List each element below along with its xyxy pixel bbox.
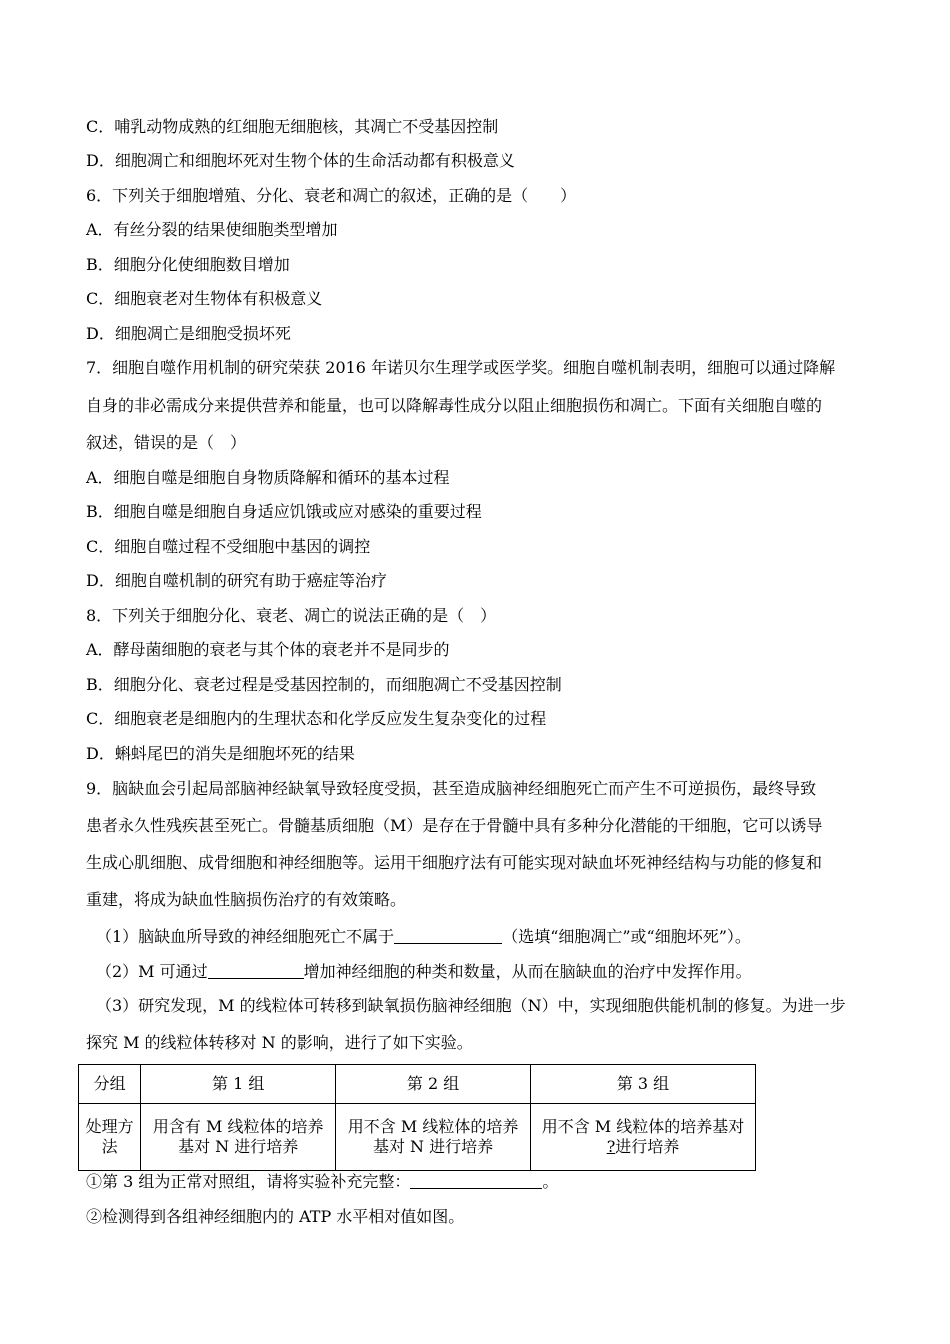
q9-sub3-line1: （3）研究发现，M 的线粒体可转移到缺氧损伤脑神经细胞（N）中，实现细胞供能机制的修复。为进一步 bbox=[96, 996, 846, 1015]
table-header-cell: 第 1 组 bbox=[141, 1065, 336, 1104]
q9-sub2 bbox=[96, 962, 752, 982]
q9-sub2-text-end: 增加神经细胞的种类和数量，从而在脑缺血的治疗中发挥作用。 bbox=[303, 962, 752, 981]
q7-option-c: C．细胞自噬过程不受细胞中基因的调控 bbox=[86, 537, 371, 556]
q8-option-d: D．蝌蚪尾巴的消失是细胞坏死的结果 bbox=[86, 744, 355, 763]
q9-stem-line3: 生成心肌细胞、成骨细胞和神经细胞等。运用干细胞疗法有可能实现对缺血坏死神经结构与功能的修复和 bbox=[86, 853, 823, 872]
q7-stem-line3: 叙述，错误的是（ ） bbox=[86, 433, 247, 452]
q7-stem-line2: 自身的非必需成分来提供营养和能量，也可以降解毒性成分以阻止细胞损伤和凋亡。下面有关细胞自噬的 bbox=[86, 396, 823, 415]
table-header-row bbox=[79, 1065, 756, 1104]
q9-sub3-item2: ②检测得到各组神经细胞内的 ATP 水平相对值如图。 bbox=[86, 1207, 465, 1226]
q7-option-b: B．细胞自噬是细胞自身适应饥饿或应对感染的重要过程 bbox=[86, 502, 482, 521]
table-header-cell: 第 2 组 bbox=[336, 1065, 531, 1104]
q6-option-b: B．细胞分化使细胞数目增加 bbox=[86, 255, 290, 274]
q9-sub1-hint: （选填“细胞凋亡”或“细胞坏死”）。 bbox=[502, 927, 751, 946]
q9-stem-line4: 重建，将成为缺血性脑损伤治疗的有效策略。 bbox=[86, 890, 407, 909]
q5-option-d: D．细胞凋亡和细胞坏死对生物个体的生命活动都有积极意义 bbox=[86, 151, 515, 170]
experiment-table bbox=[78, 1064, 756, 1171]
q9-sub2-answer-blank[interactable] bbox=[208, 962, 304, 979]
table-cell: 用不含 M 线粒体的培养基对 N 进行培养 bbox=[336, 1104, 531, 1171]
table-cell: 用含有 M 线粒体的培养基对 N 进行培养 bbox=[141, 1104, 336, 1171]
q9-sub3-item1 bbox=[86, 1172, 558, 1192]
q5-option-c: C．哺乳动物成熟的红细胞无细胞核，其凋亡不受基因控制 bbox=[86, 117, 499, 136]
q6-option-a: A．有丝分裂的结果使细胞类型增加 bbox=[86, 220, 338, 239]
table-cell: 处理方法 bbox=[79, 1104, 141, 1171]
q8-option-c: C．细胞衰老是细胞内的生理状态和化学反应发生复杂变化的过程 bbox=[86, 709, 547, 728]
table-row bbox=[79, 1104, 756, 1171]
q9-sub1 bbox=[96, 927, 751, 947]
q7-option-d: D．细胞自噬机制的研究有助于癌症等治疗 bbox=[86, 571, 387, 590]
item1-text: ①第 3 组为正常对照组，请将实验补充完整： bbox=[86, 1172, 411, 1191]
q9-sub2-text: （2）M 可通过 bbox=[96, 962, 208, 981]
q6-option-c: C．细胞衰老对生物体有积极意义 bbox=[86, 289, 323, 308]
item1-period: 。 bbox=[542, 1172, 559, 1191]
table-cell bbox=[530, 1104, 755, 1171]
q9-stem-line1: 9．脑缺血会引起局部脑神经缺氧导致轻度受损，甚至造成脑神经细胞死亡而产生不可逆损伤，最终导致 bbox=[86, 779, 817, 798]
q7-option-a: A．细胞自噬是细胞自身物质降解和循环的基本过程 bbox=[86, 468, 450, 487]
q9-stem-line2: 患者永久性残疾甚至死亡。骨髓基质细胞（M）是存在于骨髓中具有多种分化潜能的干细胞，它可以诱导 bbox=[86, 816, 823, 835]
q8-stem: 8．下列关于细胞分化、衰老、凋亡的说法正确的是（ ） bbox=[86, 606, 497, 625]
q8-option-a: A．酵母菌细胞的衰老与其个体的衰老并不是同步的 bbox=[86, 640, 450, 659]
item1-answer-blank[interactable] bbox=[410, 1172, 542, 1189]
q9-sub3-line2: 探究 M 的线粒体转移对 N 的影响，进行了如下实验。 bbox=[86, 1033, 473, 1052]
group3-missing-mark: ? bbox=[606, 1137, 616, 1156]
q6-stem: 6．下列关于细胞增殖、分化、衰老和凋亡的叙述，正确的是（ ） bbox=[86, 186, 577, 205]
q9-sub1-answer-blank[interactable] bbox=[394, 927, 502, 944]
q9-sub1-text: （1）脑缺血所导致的神经细胞死亡不属于 bbox=[96, 927, 395, 946]
table-header-cell: 第 3 组 bbox=[530, 1065, 755, 1104]
table-header-cell: 分组 bbox=[79, 1065, 141, 1104]
group3-method-text-end: 进行培养 bbox=[615, 1137, 680, 1156]
q7-stem-line1: 7．细胞自噬作用机制的研究荣获 2016 年诺贝尔生理学或医学奖。细胞自噬机制表明，细胞可以通过降解 bbox=[86, 358, 836, 377]
q6-option-d: D．细胞凋亡是细胞受损坏死 bbox=[86, 324, 291, 343]
group3-method-text: 用不含 M 线粒体的培养基对 bbox=[541, 1117, 745, 1136]
q8-option-b: B．细胞分化、衰老过程是受基因控制的，而细胞凋亡不受基因控制 bbox=[86, 675, 562, 694]
